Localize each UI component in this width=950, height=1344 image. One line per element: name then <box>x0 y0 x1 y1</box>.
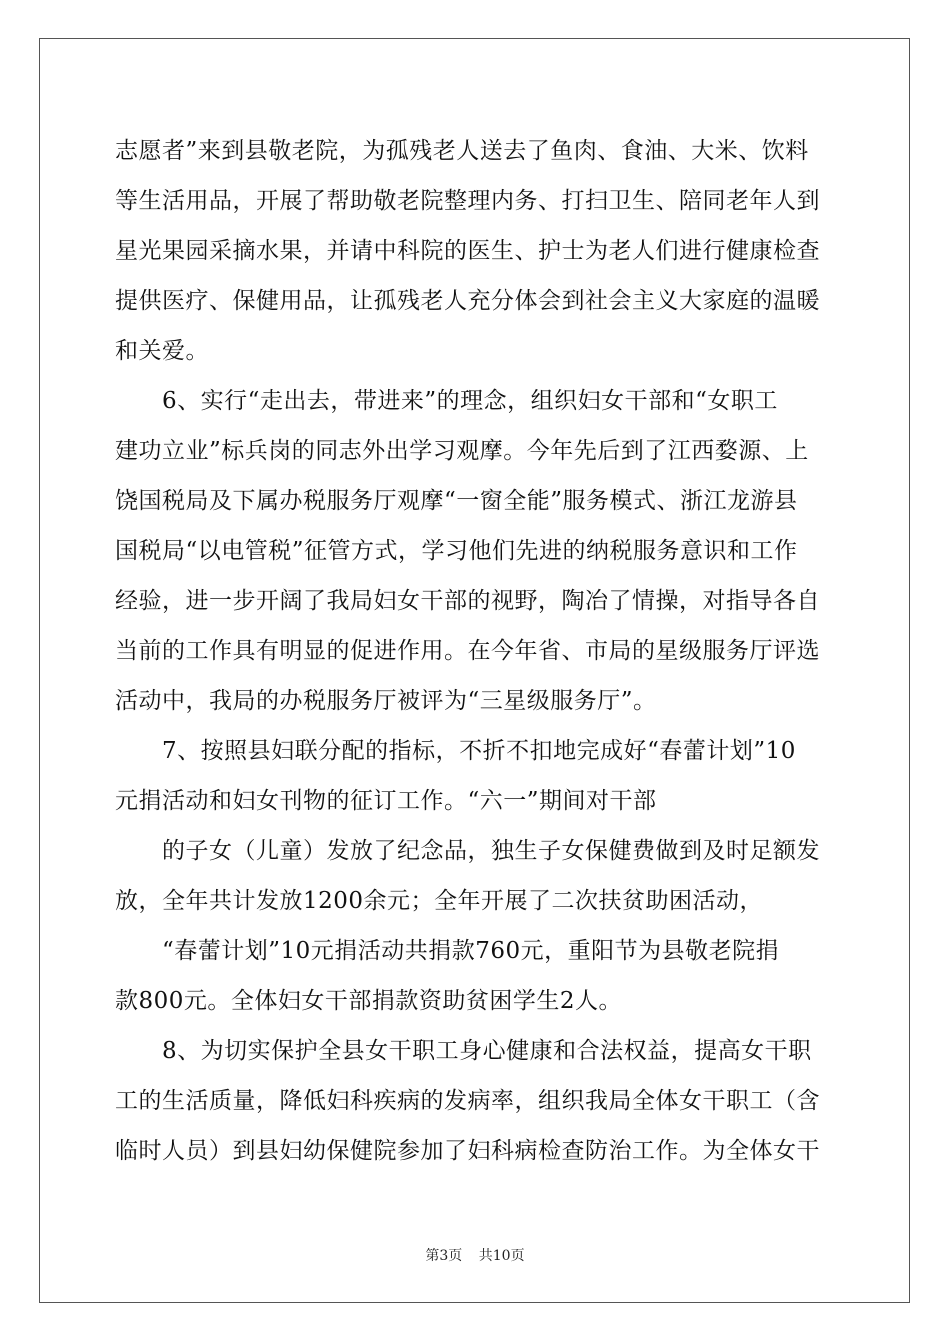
text-line: 活动中，我局的办税服务厅被评为“三星级服务厅”。 <box>115 688 657 714</box>
text-line: 等生活用品，开展了帮助敬老院整理内务、打扫卫生、陪同老年人到 <box>115 188 820 214</box>
page-total: 共10页 <box>478 1248 525 1264</box>
text-line: 7、按照县妇联分配的指标，不折不扣地完成好“春蕾计划”10 <box>162 738 796 764</box>
text-line: 的子女（儿童）发放了纪念品，独生子女保健费做到及时足额发 <box>162 838 820 864</box>
text-line: 经验，进一步开阔了我局妇女干部的视野，陶冶了情操，对指导各自 <box>115 588 820 614</box>
page-footer <box>0 1245 950 1265</box>
page-number: 第3页 <box>425 1248 463 1264</box>
text-line: 国税局“以电管税”征管方式，学习他们先进的纳税服务意识和工作 <box>115 538 798 564</box>
text-line: 6、实行“走出去，带进来”的理念，组织妇女干部和“女职工 <box>162 388 778 414</box>
text-line: 志愿者”来到县敬老院，为孤残老人送去了鱼肉、食油、大米、饮料 <box>115 138 809 164</box>
text-line: 建功立业”标兵岗的同志外出学习观摩。今年先后到了江西婺源、上 <box>115 438 809 464</box>
text-line: 款800元。全体妇女干部捐款资助贫困学生2人。 <box>115 988 623 1014</box>
text-line: 8、为切实保护全县女干职工身心健康和合法权益，提高女干职 <box>162 1038 812 1064</box>
text-line: 饶国税局及下属办税服务厅观摩“一窗全能”服务模式、浙江龙游县 <box>115 488 798 514</box>
text-line: 和关爱。 <box>115 338 209 364</box>
text-line: 临时人员）到县妇幼保健院参加了妇科病检查防治工作。为全体女干 <box>115 1138 820 1164</box>
text-line: 当前的工作具有明显的促进作用。在今年省、市局的星级服务厅评选 <box>115 638 820 664</box>
text-line: 提供医疗、保健用品，让孤残老人充分体会到社会主义大家庭的温暖 <box>115 288 820 314</box>
text-line: “春蕾计划”10元捐活动共捐款760元，重阳节为县敬老院捐 <box>162 938 780 964</box>
text-line: 星光果园采摘水果，并请中科院的医生、护士为老人们进行健康检查 <box>115 238 820 264</box>
document-body <box>115 126 835 1176</box>
text-line: 工的生活质量，降低妇科疾病的发病率，组织我局全体女干职工（含 <box>115 1088 820 1114</box>
text-line: 放，全年共计发放1200余元；全年开展了二次扶贫助困活动， <box>115 888 764 914</box>
text-line: 元捐活动和妇女刊物的征订工作。“六一”期间对干部 <box>115 788 657 814</box>
